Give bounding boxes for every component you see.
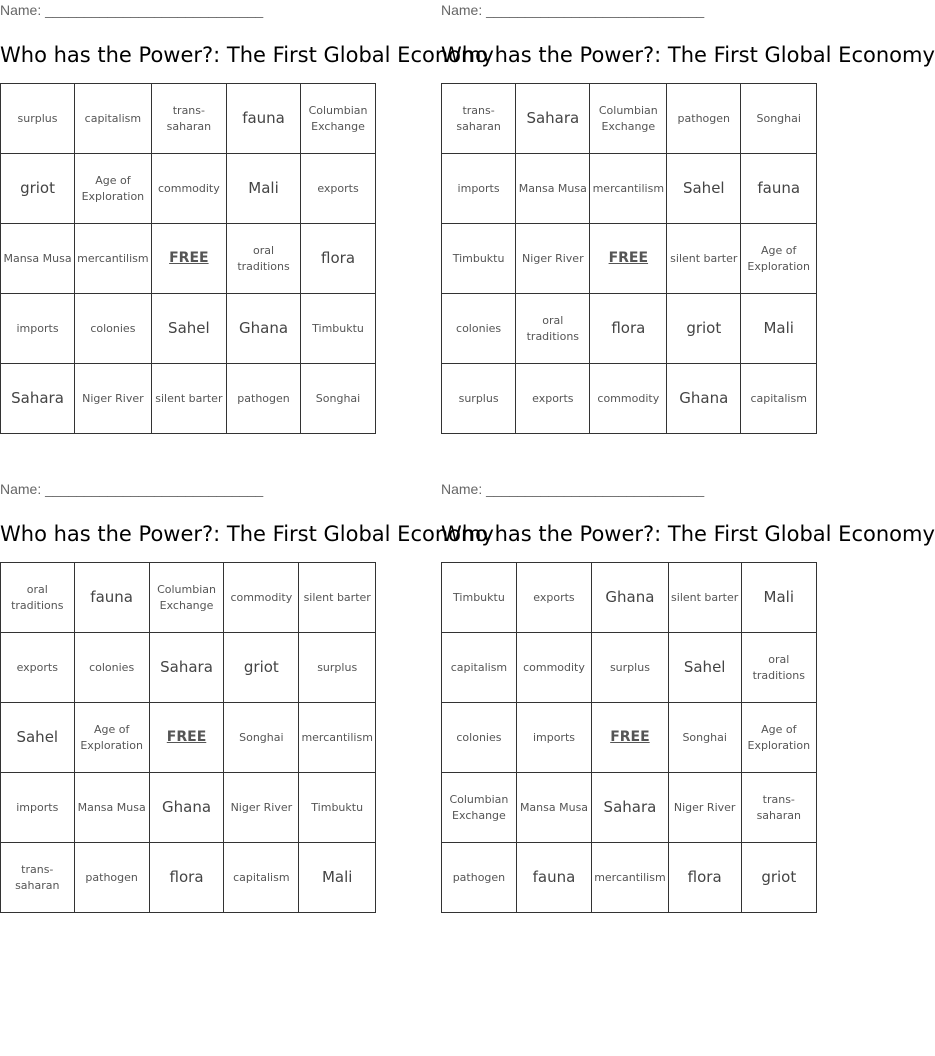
bingo-cell: Songhai <box>668 703 741 773</box>
bingo-cell: Sahara <box>1 364 75 434</box>
name-field-label: Name: ____________________________ <box>0 2 264 18</box>
bingo-cell: Age of Exploration <box>741 224 817 294</box>
bingo-cell: griot <box>1 154 75 224</box>
bingo-cell: Ghana <box>667 364 741 434</box>
bingo-cell: griot <box>224 633 299 703</box>
bingo-row <box>442 294 817 364</box>
bingo-row <box>442 633 817 703</box>
bingo-cell: Songhai <box>741 84 817 154</box>
bingo-cell: exports <box>516 364 590 434</box>
bingo-cell: imports <box>516 703 591 773</box>
bingo-cell: Songhai <box>224 703 299 773</box>
bingo-cell: pathogen <box>442 843 517 913</box>
bingo-cell: mercantilism <box>590 154 667 224</box>
bingo-cell: Timbuktu <box>299 773 376 843</box>
bingo-cell: Sahara <box>592 773 669 843</box>
bingo-grid <box>441 562 817 913</box>
bingo-row <box>1 84 376 154</box>
bingo-cell: Sahel <box>151 294 226 364</box>
bingo-cell: Columbian Exchange <box>149 563 224 633</box>
name-field-label: Name: ____________________________ <box>0 481 264 497</box>
bingo-cell: Timbuktu <box>301 294 376 364</box>
bingo-row <box>1 773 376 843</box>
bingo-cell: Niger River <box>516 224 590 294</box>
bingo-cell: capitalism <box>741 364 817 434</box>
bingo-cell: surplus <box>299 633 376 703</box>
bingo-cell: fauna <box>516 843 591 913</box>
bingo-cell: Mali <box>741 294 817 364</box>
card-title: Who has the Power?: The First Global Economy <box>0 522 494 546</box>
bingo-cell: silent barter <box>668 563 741 633</box>
bingo-cell: silent barter <box>299 563 376 633</box>
bingo-row <box>442 703 817 773</box>
bingo-cell: colonies <box>442 294 516 364</box>
name-field-label: Name: ____________________________ <box>441 481 705 497</box>
bingo-cell: Mansa Musa <box>516 154 590 224</box>
bingo-cell: imports <box>442 154 516 224</box>
bingo-cell: surplus <box>442 364 516 434</box>
name-field-label: Name: ____________________________ <box>441 2 705 18</box>
bingo-cell: Ghana <box>592 563 669 633</box>
bingo-row <box>1 154 376 224</box>
bingo-cell: oral traditions <box>1 563 75 633</box>
bingo-cell: surplus <box>592 633 669 703</box>
bingo-row <box>1 843 376 913</box>
bingo-row <box>442 84 817 154</box>
bingo-cell: fauna <box>741 154 817 224</box>
bingo-cell: colonies <box>74 633 149 703</box>
bingo-cell: trans-saharan <box>741 773 816 843</box>
bingo-cell: trans-saharan <box>151 84 226 154</box>
bingo-cell: flora <box>301 224 376 294</box>
bingo-cell: exports <box>1 633 75 703</box>
bingo-cell: exports <box>516 563 591 633</box>
free-space-cell: FREE <box>149 703 224 773</box>
bingo-cell: mercantilism <box>299 703 376 773</box>
bingo-cell: Timbuktu <box>442 563 517 633</box>
bingo-cell: Columbian Exchange <box>301 84 376 154</box>
bingo-cell: colonies <box>442 703 517 773</box>
bingo-cell: trans-saharan <box>442 84 516 154</box>
bingo-cell: commodity <box>151 154 226 224</box>
bingo-row <box>1 563 376 633</box>
bingo-cell: fauna <box>74 563 149 633</box>
bingo-row <box>442 224 817 294</box>
free-space-cell: FREE <box>151 224 226 294</box>
bingo-cell: Mali <box>741 563 816 633</box>
bingo-cell: Ghana <box>149 773 224 843</box>
bingo-cell: griot <box>741 843 816 913</box>
bingo-cell: Songhai <box>301 364 376 434</box>
bingo-cell: oral traditions <box>227 224 301 294</box>
bingo-cell: Timbuktu <box>442 224 516 294</box>
card-title: Who has the Power?: The First Global Economy <box>0 43 494 67</box>
bingo-cell: imports <box>1 773 75 843</box>
bingo-cell: Sahara <box>149 633 224 703</box>
bingo-cell: trans-saharan <box>1 843 75 913</box>
bingo-cell: Age of Exploration <box>74 703 149 773</box>
bingo-row <box>1 294 376 364</box>
bingo-cell: pathogen <box>74 843 149 913</box>
bingo-cell: commodity <box>224 563 299 633</box>
bingo-cell: Niger River <box>668 773 741 843</box>
bingo-cell: capitalism <box>442 633 517 703</box>
bingo-row <box>442 563 817 633</box>
bingo-cell: silent barter <box>667 224 741 294</box>
card-title: Who has the Power?: The First Global Economy <box>441 43 935 67</box>
bingo-cell: Columbian Exchange <box>590 84 667 154</box>
bingo-cell: surplus <box>1 84 75 154</box>
bingo-cell: silent barter <box>151 364 226 434</box>
bingo-cell: pathogen <box>667 84 741 154</box>
bingo-cell: capitalism <box>75 84 152 154</box>
bingo-cell: exports <box>301 154 376 224</box>
bingo-row <box>442 843 817 913</box>
bingo-cell: Mali <box>227 154 301 224</box>
bingo-row <box>442 773 817 843</box>
bingo-cell: Niger River <box>75 364 152 434</box>
bingo-cell: oral traditions <box>516 294 590 364</box>
bingo-row <box>442 154 817 224</box>
bingo-grid <box>0 83 376 434</box>
bingo-cell: commodity <box>590 364 667 434</box>
bingo-cell: griot <box>667 294 741 364</box>
bingo-row <box>1 224 376 294</box>
bingo-cell: Sahel <box>667 154 741 224</box>
free-space-cell: FREE <box>590 224 667 294</box>
bingo-row <box>1 703 376 773</box>
bingo-cell: Mansa Musa <box>516 773 591 843</box>
bingo-cell: Ghana <box>227 294 301 364</box>
bingo-cell: Columbian Exchange <box>442 773 517 843</box>
bingo-cell: Niger River <box>224 773 299 843</box>
bingo-cell: flora <box>668 843 741 913</box>
bingo-grid <box>0 562 376 913</box>
bingo-cell: commodity <box>516 633 591 703</box>
bingo-cell: pathogen <box>227 364 301 434</box>
bingo-cell: Mansa Musa <box>1 224 75 294</box>
bingo-cell: fauna <box>227 84 301 154</box>
bingo-cell: Age of Exploration <box>75 154 152 224</box>
bingo-grid <box>441 83 817 434</box>
bingo-cell: mercantilism <box>75 224 152 294</box>
bingo-row <box>1 364 376 434</box>
bingo-cell: flora <box>149 843 224 913</box>
bingo-cell: flora <box>590 294 667 364</box>
bingo-cell: Sahara <box>516 84 590 154</box>
bingo-cell: capitalism <box>224 843 299 913</box>
free-space-cell: FREE <box>592 703 669 773</box>
bingo-cell: Mansa Musa <box>74 773 149 843</box>
bingo-row <box>442 364 817 434</box>
card-title: Who has the Power?: The First Global Economy <box>441 522 935 546</box>
bingo-cell: Sahel <box>668 633 741 703</box>
bingo-cell: Mali <box>299 843 376 913</box>
bingo-cell: oral traditions <box>741 633 816 703</box>
bingo-cell: mercantilism <box>592 843 669 913</box>
bingo-cell: Sahel <box>1 703 75 773</box>
bingo-cell: Age of Exploration <box>741 703 816 773</box>
bingo-cell: imports <box>1 294 75 364</box>
bingo-cell: colonies <box>75 294 152 364</box>
bingo-row <box>1 633 376 703</box>
